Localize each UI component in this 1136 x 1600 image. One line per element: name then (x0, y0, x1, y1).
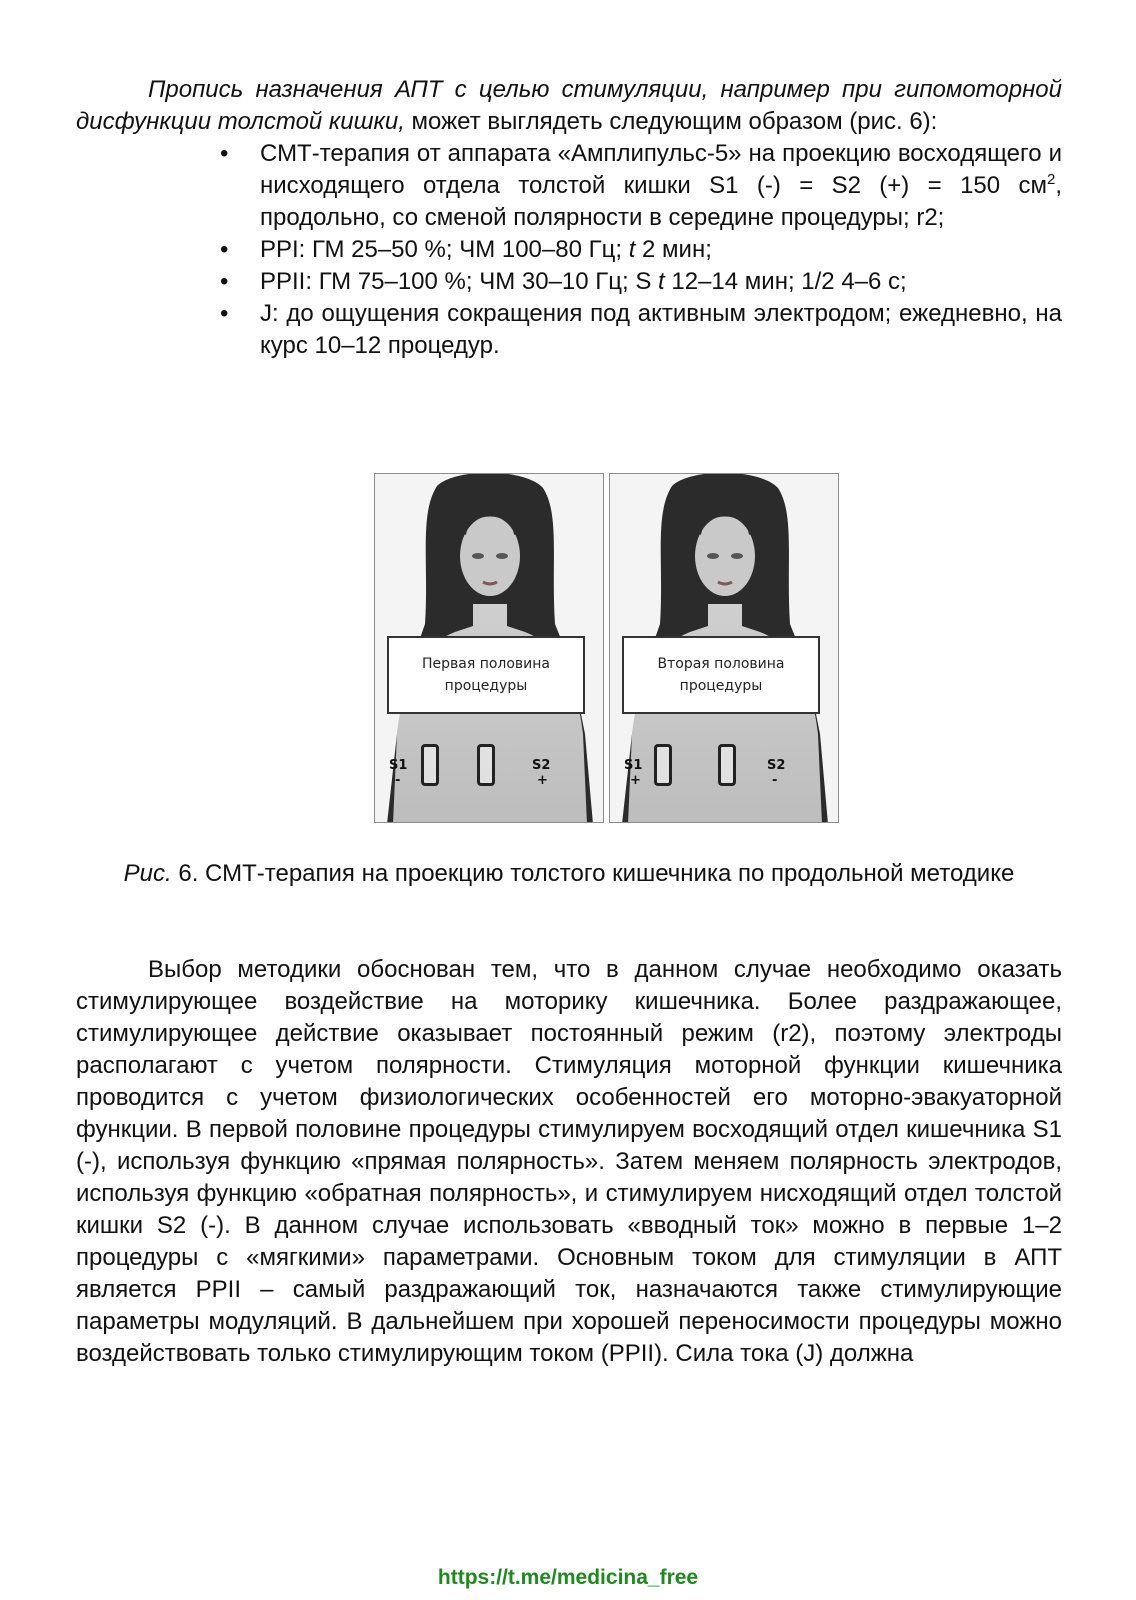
electrode-label-s2: S2 (532, 758, 551, 773)
electrode-s2 (477, 744, 495, 786)
caption-text: 6. СМТ-терапия на проекцию толстого кишечника по продольной методике (171, 860, 1015, 887)
electrode-label-s2: S2 (767, 758, 786, 773)
figure-caption (76, 858, 1062, 890)
bullet-text: , продольно, со сменой полярности в середине процедуры; r2; (260, 172, 1062, 231)
italic-t: t (628, 236, 636, 263)
figure-panel-second-half (609, 473, 839, 823)
bullet-text: PPII: ГМ 75–100 %; ЧМ 30–10 Гц; S (260, 268, 659, 295)
electrode-s1 (654, 744, 672, 786)
label-box: Первая половина процедуры (387, 636, 585, 714)
list-item (220, 298, 1062, 362)
intro-paragraph (76, 74, 1062, 138)
electrode-s2 (718, 744, 736, 786)
italic-t: t (658, 268, 665, 295)
list-item (220, 234, 1062, 266)
intro-italic: Пропись назначения АПТ с целью стимуляции, например при гипомоторной дисфункции толстой кишки, (76, 76, 1062, 135)
body-section (76, 954, 1062, 1370)
intro-rest: может выглядеть следующим образом (рис. 6): (404, 108, 938, 135)
electrode-label-s1: S1 (389, 758, 408, 773)
electrode-s1 (421, 744, 439, 786)
bullet-text: СМТ-терапия от аппарата «Амплипульс-5» на проекцию восходящего и нисходящего отдела толстой кишки S1 (-) = S2 (+) = 150 см (260, 140, 1062, 199)
bullet-text: J: до ощущения сокращения под активным электродом; ежедневно, на курс 10–12 процедур. (260, 300, 1062, 359)
figure-panel-first-half (374, 473, 604, 823)
prescription-list (76, 138, 1062, 362)
polarity-sign: - (772, 773, 778, 788)
polarity-sign: - (395, 773, 401, 788)
caption-prefix: Рис. (123, 860, 172, 887)
footer-link[interactable]: https://t.me/medicina_free (437, 1566, 699, 1589)
figure-6 (374, 473, 838, 823)
superscript: 2 (1046, 171, 1056, 188)
body-paragraph: Выбор методики обоснован тем, что в данном случае необходимо оказать стимулирующее воздействие на моторику кишечника. Более раздражающее, стимулирующее действие оказывает постоянный режим (r2), поэтому электроды располагают с учетом полярности. Стимуляция моторной функции кишечника проводится с учетом физиологических особенностей его моторно-эвакуаторной функции. В первой половине процедуры стимулируем восходящий отдел кишечника S1 (-), используя функцию «прямая полярность». Затем меняем полярность электродов, используя функцию «обратная полярность», и стимулируем нисходящий отдел толстой кишки S2 (-). В данном случае использовать «вводный ток» можно в первые 1–2 процедуры с «мягкими» параметрами. Основным током для стимуляции в АПТ является PPII – самый раздражающий ток, назначаются также стимулирующие параметры модуляций. В дальнейшем при хорошей переносимости процедуры можно воздействовать только стимулирующим током (PPII). Сила тока (J) должна (76, 956, 1062, 1367)
polarity-sign: + (630, 773, 641, 788)
polarity-sign: + (537, 773, 548, 788)
document-page (76, 74, 1062, 362)
electrode-label-s1: S1 (624, 758, 643, 773)
list-item (220, 266, 1062, 298)
bullet-text: 12–14 мин; 1/2 4–6 с; (664, 268, 907, 295)
bullet-text: PPI: ГМ 25–50 %; ЧМ 100–80 Гц; (260, 236, 629, 263)
label-box: Вторая половина процедуры (622, 636, 820, 714)
bullet-text: 2 мин; (635, 236, 712, 263)
list-item (220, 138, 1062, 234)
